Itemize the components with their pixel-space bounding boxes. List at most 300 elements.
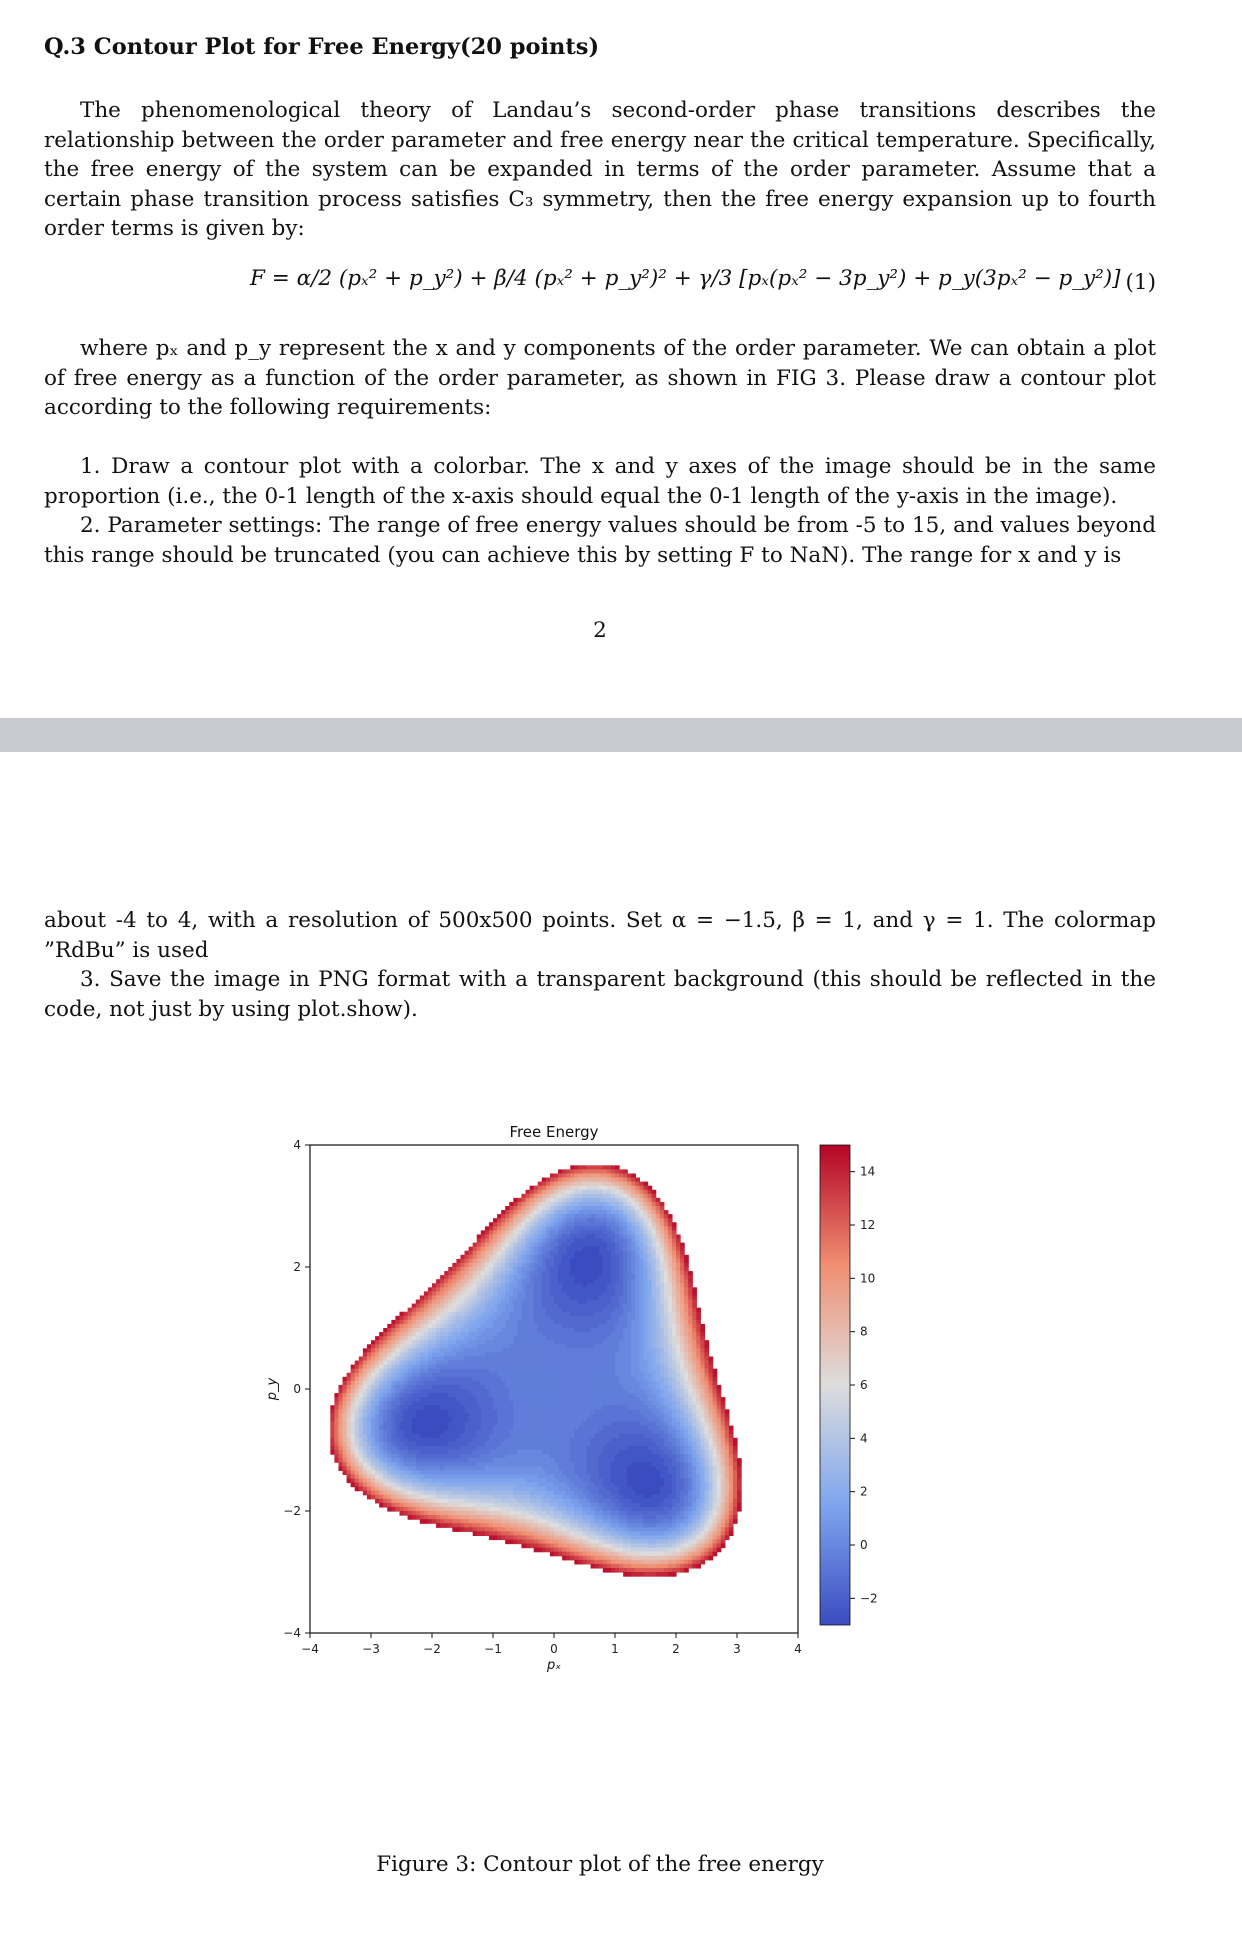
contour-cell: [578, 1324, 583, 1329]
contour-cell: [611, 1356, 616, 1361]
contour-cell: [587, 1450, 592, 1455]
contour-cell: [428, 1328, 433, 1333]
contour-cell: [493, 1426, 498, 1431]
contour-cell: [607, 1409, 612, 1414]
contour-cell: [497, 1230, 502, 1235]
contour-cell: [424, 1348, 429, 1353]
contour-cell: [574, 1458, 579, 1463]
contour-cell: [574, 1393, 579, 1398]
contour-cell: [493, 1491, 498, 1496]
contour-cell: [448, 1523, 453, 1528]
contour-cell: [379, 1462, 384, 1467]
contour-cell: [420, 1361, 425, 1366]
contour-cell: [416, 1450, 421, 1455]
contour-cell: [587, 1487, 592, 1492]
contour-cell: [615, 1389, 620, 1394]
contour-cell: [611, 1324, 616, 1329]
contour-cell: [587, 1446, 592, 1451]
contour-cell: [497, 1377, 502, 1382]
contour-cell: [530, 1499, 535, 1504]
contour-cell: [550, 1483, 555, 1488]
contour-cell: [469, 1491, 474, 1496]
contour-cell: [379, 1336, 384, 1341]
contour-cell: [485, 1352, 490, 1357]
contour-cell: [399, 1316, 404, 1321]
contour-cell: [611, 1230, 616, 1235]
contour-cell: [436, 1499, 441, 1504]
contour-cell: [517, 1320, 522, 1325]
contour-cell: [505, 1255, 510, 1260]
contour-cell: [582, 1365, 587, 1370]
contour-cell: [615, 1442, 620, 1447]
contour-cell: [424, 1320, 429, 1325]
contour-cell: [582, 1251, 587, 1256]
contour-cell: [578, 1369, 583, 1374]
contour-cell: [432, 1450, 437, 1455]
contour-cell: [570, 1454, 575, 1459]
contour-cell: [460, 1356, 465, 1361]
contour-cell: [607, 1226, 612, 1231]
contour-cell: [558, 1279, 563, 1284]
contour-cell: [489, 1426, 494, 1431]
contour-cell: [517, 1539, 522, 1544]
contour-cell: [440, 1519, 445, 1524]
contour-cell: [493, 1499, 498, 1504]
contour-cell: [534, 1324, 539, 1329]
contour-cell: [538, 1328, 543, 1333]
contour-cell: [452, 1267, 457, 1272]
contour-cell: [546, 1304, 551, 1309]
contour-cell: [587, 1503, 592, 1508]
contour-cell: [526, 1251, 531, 1256]
contour-cell: [509, 1356, 514, 1361]
contour-cell: [420, 1519, 425, 1524]
contour-cell: [562, 1279, 567, 1284]
contour-cell: [578, 1218, 583, 1223]
contour-cell: [558, 1328, 563, 1333]
contour-cell: [432, 1503, 437, 1508]
contour-cell: [399, 1483, 404, 1488]
contour-cell: [330, 1450, 335, 1455]
contour-cell: [493, 1320, 498, 1325]
contour-cell: [542, 1450, 547, 1455]
contour-cell: [582, 1515, 587, 1520]
contour-cell: [481, 1511, 486, 1516]
contour-cell: [347, 1413, 352, 1418]
contour-cell: [355, 1389, 360, 1394]
contour-cell: [330, 1422, 335, 1427]
contour-cell: [485, 1320, 490, 1325]
contour-cell: [607, 1369, 612, 1374]
contour-cell: [452, 1499, 457, 1504]
contour-cell: [456, 1401, 461, 1406]
contour-cell: [473, 1312, 478, 1317]
contour-cell: [587, 1454, 592, 1459]
contour-cell: [387, 1356, 392, 1361]
contour-cell: [578, 1210, 583, 1215]
contour-cell: [546, 1356, 551, 1361]
contour-cell: [460, 1430, 465, 1435]
contour-cell: [391, 1507, 396, 1512]
contour-cell: [538, 1194, 543, 1199]
contour-cell: [521, 1239, 526, 1244]
page-1: [0, 0, 1242, 718]
contour-cell: [566, 1458, 571, 1463]
contour-cell: [375, 1365, 380, 1370]
contour-cell: [477, 1389, 482, 1394]
contour-cell: [562, 1548, 567, 1553]
contour-cell: [595, 1206, 600, 1211]
contour-cell: [477, 1405, 482, 1410]
contour-cell: [570, 1487, 575, 1492]
contour-cell: [399, 1466, 404, 1471]
contour-cell: [570, 1279, 575, 1284]
contour-cell: [587, 1413, 592, 1418]
contour-cell: [615, 1568, 620, 1573]
contour-cell: [448, 1393, 453, 1398]
contour-cell: [521, 1507, 526, 1512]
contour-cell: [399, 1511, 404, 1516]
contour-cell: [611, 1446, 616, 1451]
contour-cell: [591, 1417, 596, 1422]
contour-cell: [404, 1503, 409, 1508]
contour-cell: [456, 1369, 461, 1374]
contour-cell: [452, 1405, 457, 1410]
contour-cell: [420, 1320, 425, 1325]
contour-cell: [363, 1348, 368, 1353]
contour-cell: [526, 1271, 531, 1276]
contour-cell: [591, 1381, 596, 1386]
contour-cell: [440, 1352, 445, 1357]
contour-cell: [347, 1446, 352, 1451]
contour-cell: [603, 1182, 608, 1187]
contour-cell: [395, 1336, 400, 1341]
contour-cell: [542, 1247, 547, 1252]
contour-cell: [587, 1409, 592, 1414]
contour-cell: [554, 1422, 559, 1427]
contour-cell: [424, 1409, 429, 1414]
contour-cell: [440, 1275, 445, 1280]
contour-cell: [456, 1434, 461, 1439]
contour-cell: [448, 1474, 453, 1479]
contour-cell: [611, 1255, 616, 1260]
contour-cell: [554, 1222, 559, 1227]
contour-cell: [615, 1287, 620, 1292]
contour-cell: [578, 1361, 583, 1366]
contour-cell: [599, 1539, 604, 1544]
contour-cell: [566, 1515, 571, 1520]
contour-cell: [444, 1409, 449, 1414]
contour-cell: [497, 1458, 502, 1463]
contour-cell: [460, 1308, 465, 1313]
contour-cell: [408, 1511, 413, 1516]
contour-cell: [391, 1401, 396, 1406]
contour-cell: [546, 1332, 551, 1337]
contour-cell: [412, 1336, 417, 1341]
contour-cell: [619, 1275, 624, 1280]
contour-cell: [619, 1234, 624, 1239]
contour-cell: [347, 1409, 352, 1414]
contour-cell: [603, 1560, 608, 1565]
contour-cell: [497, 1348, 502, 1353]
contour-cell: [460, 1446, 465, 1451]
contour-cell: [351, 1438, 356, 1443]
contour-cell: [489, 1348, 494, 1353]
contour-cell: [489, 1271, 494, 1276]
contour-cell: [387, 1499, 392, 1504]
contour-cell: [607, 1560, 612, 1565]
contour-cell: [534, 1230, 539, 1235]
contour-cell: [420, 1389, 425, 1394]
contour-cell: [554, 1507, 559, 1512]
contour-cell: [501, 1470, 506, 1475]
contour-cell: [408, 1332, 413, 1337]
contour-cell: [452, 1348, 457, 1353]
contour-cell: [391, 1474, 396, 1479]
contour-cell: [619, 1218, 624, 1223]
contour-cell: [570, 1308, 575, 1313]
contour-cell: [477, 1409, 482, 1414]
contour-cell: [538, 1462, 543, 1467]
contour-cell: [383, 1340, 388, 1345]
contour-cell: [566, 1218, 571, 1223]
contour-cell: [351, 1458, 356, 1463]
contour-cell: [582, 1499, 587, 1504]
contour-cell: [513, 1230, 518, 1235]
contour-cell: [603, 1539, 608, 1544]
contour-cell: [465, 1255, 470, 1260]
contour-cell: [509, 1389, 514, 1394]
contour-cell: [473, 1300, 478, 1305]
contour-cell: [587, 1226, 592, 1231]
contour-cell: [404, 1426, 409, 1431]
contour-cell: [595, 1332, 600, 1337]
contour-cell: [509, 1271, 514, 1276]
contour-cell: [501, 1401, 506, 1406]
contour-cell: [587, 1373, 592, 1378]
contour-cell: [558, 1515, 563, 1520]
contour-cell: [542, 1210, 547, 1215]
contour-cell: [428, 1495, 433, 1500]
contour-cell: [554, 1466, 559, 1471]
contour-cell: [412, 1365, 417, 1370]
contour-cell: [432, 1454, 437, 1459]
contour-cell: [444, 1365, 449, 1370]
contour-cell: [489, 1344, 494, 1349]
contour-cell: [534, 1491, 539, 1496]
contour-cell: [395, 1324, 400, 1329]
contour-cell: [611, 1519, 616, 1524]
contour-cell: [391, 1393, 396, 1398]
contour-cell: [387, 1373, 392, 1378]
contour-cell: [509, 1332, 514, 1337]
contour-cell: [566, 1243, 571, 1248]
contour-cell: [444, 1369, 449, 1374]
contour-cell: [587, 1210, 592, 1215]
contour-cell: [493, 1267, 498, 1272]
contour-cell: [485, 1267, 490, 1272]
contour-cell: [591, 1312, 596, 1317]
contour-cell: [387, 1478, 392, 1483]
contour-cell: [412, 1446, 417, 1451]
contour-cell: [501, 1466, 506, 1471]
contour-cell: [566, 1340, 571, 1345]
contour-cell: [497, 1361, 502, 1366]
contour-cell: [489, 1312, 494, 1317]
contour-cell: [432, 1377, 437, 1382]
contour-cell: [554, 1356, 559, 1361]
contour-cell: [363, 1405, 368, 1410]
contour-cell: [432, 1442, 437, 1447]
contour-cell: [505, 1507, 510, 1512]
contour-cell: [501, 1519, 506, 1524]
contour-cell: [595, 1544, 600, 1549]
contour-cell: [513, 1483, 518, 1488]
contour-cell: [513, 1393, 518, 1398]
contour-cell: [469, 1466, 474, 1471]
contour-cell: [513, 1210, 518, 1215]
contour-cell: [412, 1434, 417, 1439]
contour-cell: [391, 1450, 396, 1455]
contour-cell: [554, 1544, 559, 1549]
contour-cell: [456, 1426, 461, 1431]
contour-cell: [473, 1531, 478, 1536]
contour-cell: [570, 1352, 575, 1357]
contour-cell: [497, 1336, 502, 1341]
contour-cell: [359, 1361, 364, 1366]
contour-cell: [375, 1413, 380, 1418]
contour-cell: [599, 1340, 604, 1345]
contour-cell: [383, 1356, 388, 1361]
contour-cell: [607, 1279, 612, 1284]
contour-cell: [615, 1194, 620, 1199]
contour-cell: [416, 1344, 421, 1349]
contour-cell: [599, 1283, 604, 1288]
contour-cell: [395, 1352, 400, 1357]
contour-cell: [554, 1478, 559, 1483]
contour-cell: [546, 1210, 551, 1215]
contour-cell: [371, 1389, 376, 1394]
contour-cell: [489, 1279, 494, 1284]
contour-cell: [371, 1405, 376, 1410]
contour-cell: [554, 1413, 559, 1418]
contour-cell: [534, 1446, 539, 1451]
contour-cell: [619, 1271, 624, 1276]
contour-cell: [578, 1531, 583, 1536]
contour-cell: [558, 1544, 563, 1549]
contour-cell: [566, 1503, 571, 1508]
contour-cell: [603, 1450, 608, 1455]
contour-cell: [517, 1300, 522, 1305]
contour-cell: [521, 1255, 526, 1260]
contour-cell: [473, 1316, 478, 1321]
contour-cell: [460, 1283, 465, 1288]
contour-cell: [562, 1487, 567, 1492]
contour-cell: [343, 1401, 348, 1406]
contour-cell: [566, 1495, 571, 1500]
contour-cell: [485, 1234, 490, 1239]
contour-cell: [485, 1462, 490, 1467]
contour-cell: [570, 1426, 575, 1431]
contour-cell: [432, 1320, 437, 1325]
contour-cell: [530, 1259, 535, 1264]
contour-cell: [440, 1491, 445, 1496]
contour-cell: [562, 1304, 567, 1309]
contour-cell: [607, 1316, 612, 1321]
contour-cell: [538, 1243, 543, 1248]
contour-cell: [538, 1466, 543, 1471]
contour-cell: [391, 1458, 396, 1463]
contour-cell: [550, 1332, 555, 1337]
contour-cell: [505, 1438, 510, 1443]
contour-cell: [497, 1495, 502, 1500]
contour-cell: [542, 1523, 547, 1528]
contour-cell: [582, 1409, 587, 1414]
contour-cell: [558, 1182, 563, 1187]
contour-cell: [452, 1369, 457, 1374]
contour-cell: [538, 1478, 543, 1483]
contour-cell: [550, 1413, 555, 1418]
contour-cell: [477, 1466, 482, 1471]
contour-cell: [371, 1401, 376, 1406]
contour-cell: [554, 1487, 559, 1492]
contour-cell: [595, 1560, 600, 1565]
contour-cell: [391, 1344, 396, 1349]
contour-cell: [436, 1300, 441, 1305]
contour-cell: [550, 1239, 555, 1244]
contour-cell: [371, 1434, 376, 1439]
contour-cell: [562, 1283, 567, 1288]
contour-cell: [526, 1320, 531, 1325]
contour-cell: [391, 1389, 396, 1394]
contour-cell: [347, 1401, 352, 1406]
contour-cell: [603, 1442, 608, 1447]
contour-cell: [538, 1344, 543, 1349]
contour-cell: [399, 1478, 404, 1483]
contour-cell: [513, 1405, 518, 1410]
contour-cell: [509, 1454, 514, 1459]
contour-cell: [578, 1478, 583, 1483]
contour-cell: [587, 1369, 592, 1374]
contour-cell: [534, 1381, 539, 1386]
contour-cell: [513, 1251, 518, 1256]
contour-cell: [615, 1308, 620, 1313]
contour-cell: [436, 1503, 441, 1508]
contour-cell: [412, 1356, 417, 1361]
contour-cell: [562, 1291, 567, 1296]
contour-cell: [489, 1291, 494, 1296]
contour-cell: [465, 1283, 470, 1288]
contour-cell: [509, 1267, 514, 1272]
contour-cell: [611, 1182, 616, 1187]
contour-cell: [497, 1519, 502, 1524]
contour-cell: [591, 1275, 596, 1280]
contour-cell: [591, 1365, 596, 1370]
contour-cell: [546, 1251, 551, 1256]
contour-cell: [513, 1499, 518, 1504]
contour-cell: [477, 1519, 482, 1524]
contour-cell: [599, 1544, 604, 1549]
contour-cell: [481, 1234, 486, 1239]
contour-cell: [338, 1389, 343, 1394]
contour-cell: [408, 1377, 413, 1382]
contour-cell: [582, 1503, 587, 1508]
contour-cell: [497, 1413, 502, 1418]
contour-cell: [611, 1291, 616, 1296]
contour-cell: [408, 1324, 413, 1329]
contour-cell: [550, 1361, 555, 1366]
contour-cell: [404, 1487, 409, 1492]
